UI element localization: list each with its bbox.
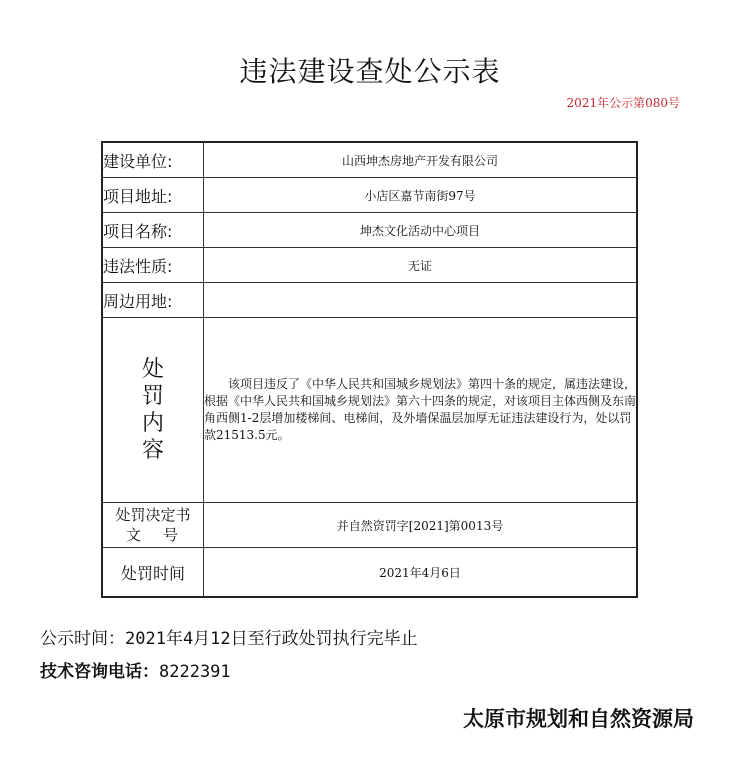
table-row [102,248,637,283]
table-row [102,283,637,318]
decision-label-line1: 处罚决定书 [115,506,191,524]
penalty-form-table [101,141,638,598]
penalty-content-text: 该项目违反了《中华人民共和国城乡规划法》第四十条的规定，属违法建设，根据《中华人民共和国城乡规划法》第六十四条的规定，对该项目主体西侧及东南角西侧1-2层增加楼梯间、电梯间，及外墙保温层加厚无证违法建设行为，处以罚款21513.5元。 [204,377,637,442]
penalty-label-char: 罚 [141,384,164,409]
penalty-content [204,318,638,503]
table-row [102,318,637,503]
penalty-label-char: 容 [141,438,164,463]
table-row [102,503,637,548]
table-row [102,213,637,248]
project-label: 项目名称: [102,213,204,248]
penalty-label-char: 处 [141,357,164,382]
phone-label: 技术咨询电话： [40,662,159,682]
phone-value: 8222391 [159,662,231,682]
penalty-label-char: 内 [141,411,164,436]
publicity-label: 公示时间： [40,629,125,649]
issuing-agency: 太原市规划和自然资源局 [463,706,694,731]
time-value: 2021年4月6日 [204,548,638,598]
unit-value: 山西坤杰房地产开发有限公司 [204,142,638,178]
address-label: 项目地址: [102,178,204,213]
surroundings-value [204,283,638,318]
publicity-value: 2021年4月12日至行政处罚执行完毕止 [125,629,418,649]
document-number: 2021年公示第080号 [566,96,680,110]
table-row [102,178,637,213]
table-row [102,142,637,178]
decision-label-line2: 文号 [125,526,200,544]
penalty-content-label [102,318,204,503]
publicity-period [40,624,418,649]
project-value: 坤杰文化活动中心项目 [204,213,638,248]
page-title: 违法建设查处公示表 [239,55,501,88]
decision-label [102,503,204,548]
surroundings-label: 周边用地: [102,283,204,318]
nature-value: 无证 [204,248,638,283]
consult-phone [40,657,231,682]
table-row [102,548,637,598]
nature-label: 违法性质: [102,248,204,283]
unit-label: 建设单位: [102,142,204,178]
decision-value: 并自然资罚字[2021]第0013号 [204,503,638,548]
time-label: 处罚时间 [102,548,204,598]
address-value: 小店区嘉节南街97号 [204,178,638,213]
